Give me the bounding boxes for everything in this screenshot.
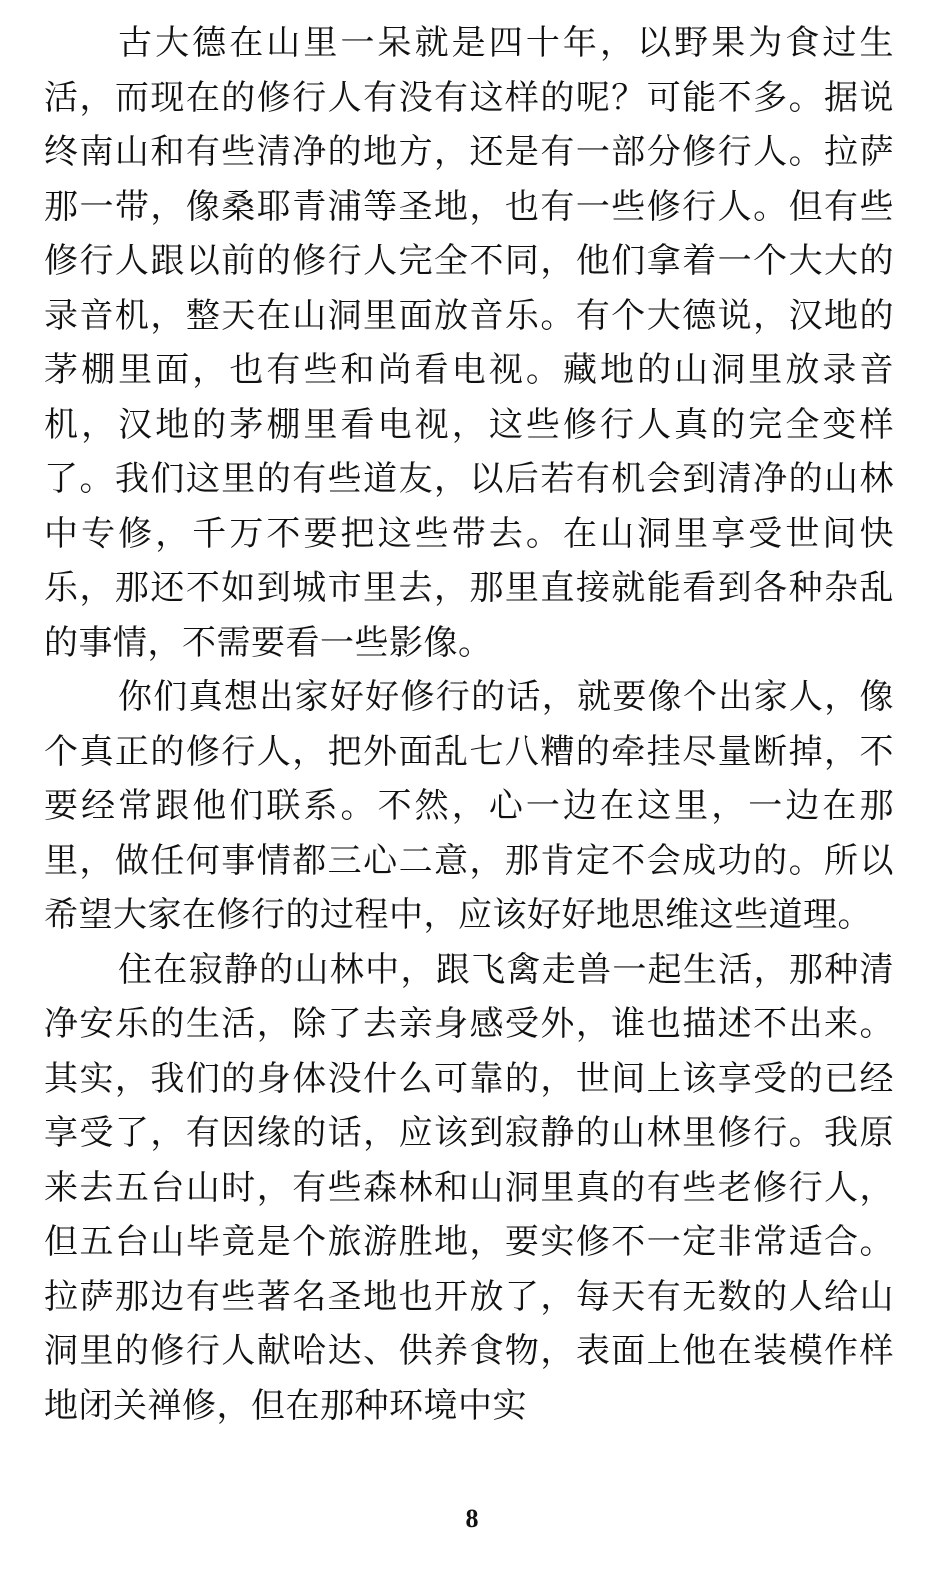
- paragraph-1: 古大德在山里一呆就是四十年，以野果为食过生活，而现在的修行人有没有这样的呢？可能不多。据说终南山和有些清净的地方，还是有一部分修行人。拉萨那一带，像桑耶青浦等圣地，也有一些修行人。但有些修行人跟以前的修行人完全不同，他们拿着一个大大的录音机，整天在山洞里面放音乐。有个大德说，汉地的茅棚里面，也有些和尚看电视。藏地的山洞里放录音机，汉地的茅棚里看电视，这些修行人真的完全变样了。我们这里的有些道友，以后若有机会到清净的山林中专修，千万不要把这些带去。在山洞里享受世间快乐，那还不如到城市里去，那里直接就能看到各种杂乱的事情，不需要看一些影像。: [44, 23, 894, 663]
- body-text: [44, 16, 894, 1433]
- paragraph-2: 你们真想出家好好修行的话，就要像个出家人，像个真正的修行人，把外面乱七八糟的牵挂尽量断掉，不要经常跟他们联系。不然，心一边在这里，一边在那里，做任何事情都三心二意，那肯定不会成功的。所以希望大家在修行的过程中，应该好好地思维这些道理。: [44, 677, 894, 935]
- paragraph-3: 住在寂静的山林中，跟飞禽走兽一起生活，那种清净安乐的生活，除了去亲身感受外，谁也描述不出来。其实，我们的身体没什么可靠的，世间上该享受的已经享受了，有因缘的话，应该到寂静的山林里修行。我原来去五台山时，有些森林和山洞里真的有些老修行人，但五台山毕竟是个旅游胜地，要实修不一定非常适合。拉萨那边有些著名圣地也开放了，每天有无数的人给山洞里的修行人献哈达、供养食物，表面上他在装模作样地闭关禅修，但在那种环境中实: [44, 949, 894, 1426]
- page-number: 8: [465, 1504, 479, 1533]
